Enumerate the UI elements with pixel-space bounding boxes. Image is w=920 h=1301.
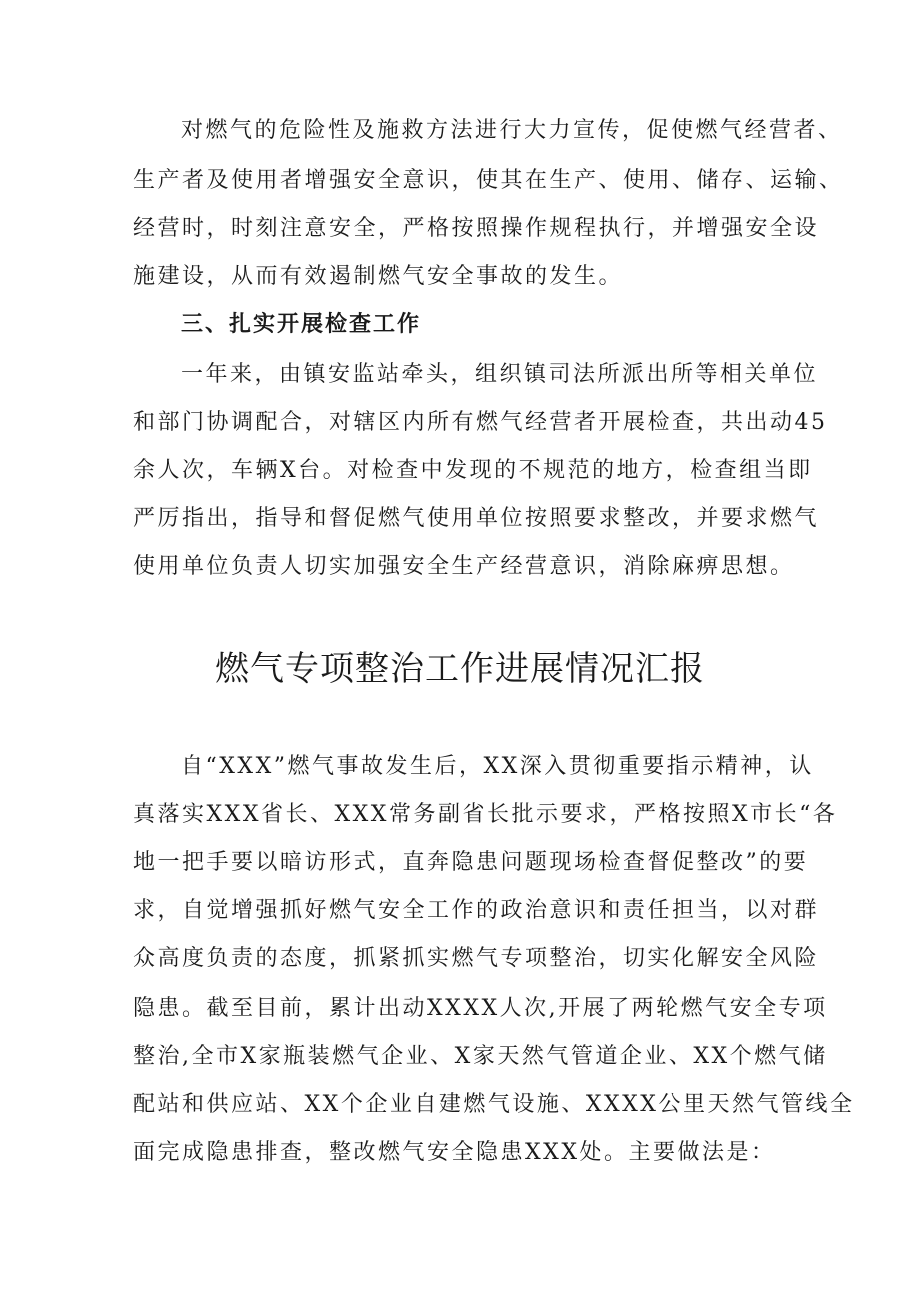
- paragraph-line: 经营时，时刻注意安全，严格按照操作规程执行，并增强安全设: [133, 216, 820, 241]
- paragraph-line: 和部门协调配合，对辖区内所有燃气经营者开展检查，共出动45: [133, 410, 828, 435]
- paragraph-line: 施建设，从而有效遏制燃气安全事故的发生。: [133, 264, 624, 289]
- paragraph-line: 对燃气的危险性及施救方法进行大力宣传，促使燃气经营者、: [181, 118, 843, 143]
- paragraph-line: 真落实XXX省长、XXX常务副省长批示要求，严格按照X市长“各: [133, 802, 838, 827]
- paragraph-line: 自“XXX”燃气事故发生后，XX深入贯彻重要指示精神，认: [181, 754, 814, 779]
- paragraph-line: 生产者及使用者增强安全意识，使其在生产、使用、储存、运输、: [133, 168, 844, 193]
- paragraph-line: 地一把手要以暗访形式，直奔隐患问题现场检查督促整改”的要: [133, 850, 809, 875]
- paragraph-line: 求，自觉增强抓好燃气安全工作的政治意识和责任担当，以对群: [133, 898, 820, 923]
- paragraph-line: 整治,全市X家瓶装燃气企业、X家天然气管道企业、XX个燃气储: [133, 1044, 828, 1069]
- paragraph-line: 使用单位负责人切实加强安全生产经营意识，消除麻痹思想。: [133, 554, 795, 579]
- paragraph-line: 众高度负责的态度，抓紧抓实燃气专项整治，切实化解安全风险: [133, 946, 820, 971]
- section-heading: 三、扎实开展检查工作: [181, 312, 422, 337]
- paragraph-line: 余人次，车辆X台。对检查中发现的不规范的地方，检查组当即: [133, 458, 813, 483]
- paragraph-line: 配站和供应站、XX个企业自建燃气设施、XXXX公里天然气管线全: [133, 1092, 855, 1117]
- report-title: 燃气专项整治工作进展情况汇报: [215, 649, 705, 689]
- paragraph-line: 面完成隐患排查，整改燃气安全隐患XXX处。主要做法是：: [133, 1140, 776, 1165]
- paragraph-line: 隐患。截至目前，累计出动XXXX人次,开展了两轮燃气安全专项: [133, 996, 828, 1021]
- paragraph-line: 严厉指出，指导和督促燃气使用单位按照要求整改，并要求燃气: [133, 506, 820, 531]
- paragraph-line: 一年来，由镇安监站牵头，组织镇司法所派出所等相关单位: [181, 362, 819, 387]
